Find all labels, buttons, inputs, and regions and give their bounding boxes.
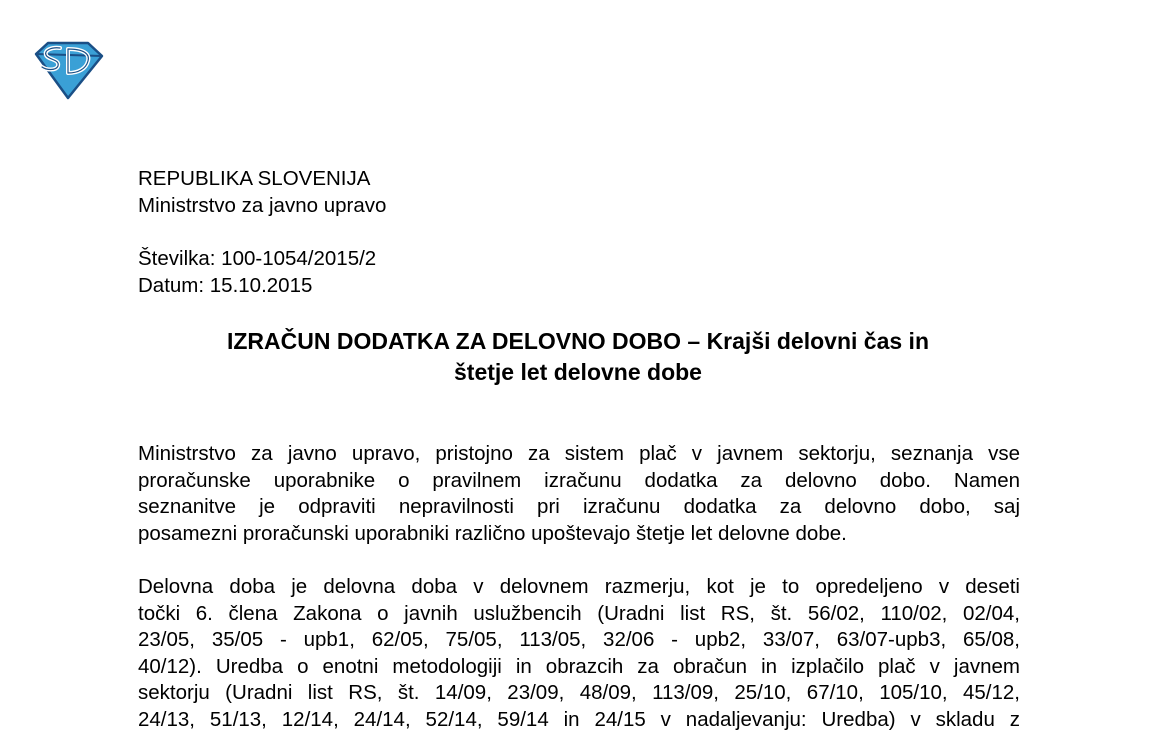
paragraph-line: seznanitve je odpraviti nepravilnosti pri izračunu dodatka za delovno dobo, saj — [138, 495, 1020, 519]
ministry-logo-icon — [30, 40, 104, 100]
paragraph-line: 40/12). Uredba o enotni metodologiji in obrazcih za obračun in izplačilo plač v javnem — [138, 654, 1020, 678]
paragraph-intro — [138, 441, 1020, 547]
paragraph-line: 23/05, 35/05 - upb1, 62/05, 75/05, 113/05, 32/06 - upb2, 33/07, 63/07-upb3, 65/08, — [138, 628, 1020, 652]
document-date: Datum: 15.10.2015 — [138, 274, 313, 297]
title-line-1: IZRAČUN DODATKA ZA DELOVNO DOBO – Krajši delovni čas in — [226, 328, 929, 354]
paragraph-line: Ministrstvo za javno upravo, pristojno za sistem plač v javnem sektorju, seznanja vse — [138, 442, 1020, 465]
document-meta — [138, 245, 376, 299]
paragraph-line: Delovna doba je delovna doba v delovnem razmerju, kot je to opredeljeno v deseti — [138, 575, 1020, 598]
paragraph-line: točki 6. člena Zakona o javnih uslužbencih (Uradni list RS, št. 56/02, 110/02, 02/04, — [138, 601, 1020, 625]
sender-block — [138, 165, 386, 219]
paragraph-line: 24/13, 51/13, 12/14, 24/14, 52/14, 59/14 in 24/15 v nadaljevanju: Uredba) v skladu z — [138, 707, 1020, 731]
document-title — [138, 326, 1018, 388]
republic-name: REPUBLIKA SLOVENIJA — [138, 167, 371, 190]
paragraph-line: posamezni proračunski uporabniki različno upoštevajo štetje let delovne dobe. — [138, 521, 847, 545]
title-line-2: štetje let delovne dobe — [454, 359, 702, 385]
ministry-name: Ministrstvo za javno upravo — [138, 194, 387, 217]
paragraph-line: sektorju (Uradni list RS, št. 14/09, 23/09, 48/09, 113/09, 25/10, 67/10, 105/10, 45/12, — [138, 681, 1020, 705]
paragraph-line: proračunske uporabnike o pravilnem izračunu dodatka za delovno dobo. Namen — [138, 468, 1020, 492]
paragraph-definition — [138, 574, 1020, 734]
document-number: Številka: 100-1054/2015/2 — [138, 247, 377, 270]
